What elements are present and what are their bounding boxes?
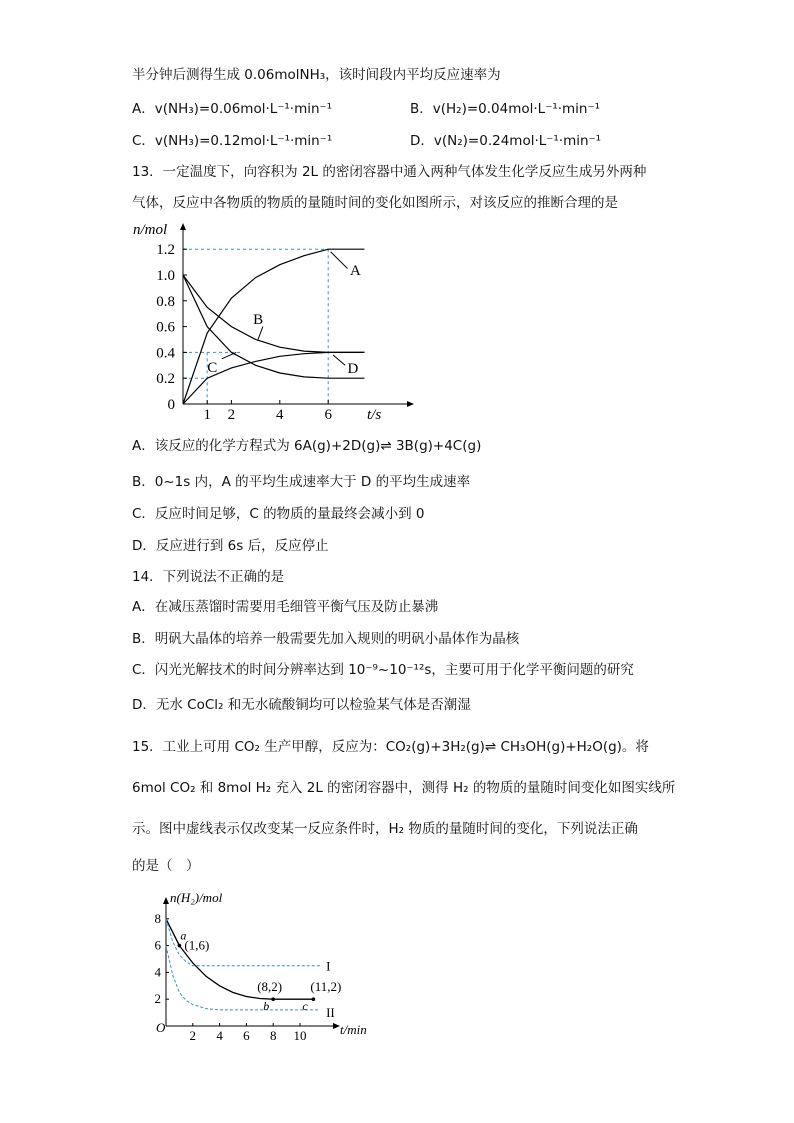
y-tick-label-1: 0.2 <box>156 371 175 388</box>
y-axis-arrow <box>180 223 186 230</box>
y-tick-label-5: 1.0 <box>156 268 175 284</box>
x-tick-label-3: 8 <box>269 1028 277 1040</box>
point-label-a: a <box>180 928 187 943</box>
y-tick-label-1: 4 <box>154 964 161 980</box>
q13-option-d: D．反应进行到 6s 后，反应停止 <box>132 538 329 554</box>
q15-chart <box>148 885 393 1040</box>
q13-option-c: C．反应时间足够，C 的物质的量最终会减小到 0 <box>132 506 425 522</box>
x-tick-label-0: 2 <box>189 1028 197 1040</box>
point-coord-b: (8,2) <box>257 979 283 995</box>
point-label-c: c <box>302 999 308 1014</box>
q13-chart <box>125 215 425 425</box>
q14-option-a: A．在减压蒸馏时需要用毛细管平衡气压及防止暴沸 <box>132 599 439 615</box>
q12-option-c: C．v(NH₃)=0.12mol·L⁻¹·min⁻¹ <box>132 133 333 149</box>
x-tick-label-0: 1 <box>203 407 211 423</box>
series-label-D: D <box>347 361 359 378</box>
point-c <box>312 997 316 1001</box>
q13-option-b: B．0~1s 内，A 的平均生成速率大于 D 的平均生成速率 <box>132 474 471 490</box>
q14-stem: 14．下列说法不正确的是 <box>132 569 285 585</box>
y-tick-label-0: 2 <box>154 991 161 1007</box>
q13-stem-line1: 13．一定温度下，向容积为 2L 的密闭容器中通入两种气体发生化学反应生成另外两种 <box>132 164 647 180</box>
q13-option-a: A．该反应的化学方程式为 6A(g)+2D(g)⇌ 3B(g)+4C(g) <box>132 438 482 454</box>
q15-stem-line4: 的是（ ） <box>132 858 200 874</box>
y-axis-label: n/mol <box>133 222 168 238</box>
series-label-A: A <box>349 263 361 279</box>
x-tick-label-4: 10 <box>293 1028 307 1040</box>
q15-stem-line2: 6mol CO₂ 和 8mol H₂ 充入 2L 的密闭容器中，测得 H₂ 的物质的量随时间变化如图实线所 <box>132 780 676 796</box>
series-label-I: I <box>326 958 331 974</box>
series-line-solid <box>166 919 313 999</box>
q12-option-b: B．v(H₂)=0.04mol·L⁻¹·min⁻¹ <box>410 101 601 117</box>
q13-stem-line2: 气体，反应中各物质的物质的量随时间的变化如图所示，对该反应的推断合理的是 <box>132 195 618 211</box>
x-tick-label-3: 6 <box>324 407 332 423</box>
q14-option-b: B．明矾大晶体的培养一般需要先加入规则的明矾小晶体作为晶核 <box>132 631 520 647</box>
series-leader-A <box>331 252 348 269</box>
series-line-II <box>166 946 320 1010</box>
x-axis-arrow <box>407 401 414 407</box>
series-line-A <box>183 249 365 404</box>
point-coord-a: (1,6) <box>184 937 210 953</box>
y-tick-label-2: 0.4 <box>156 345 175 362</box>
q12-option-a: A．v(NH₃)=0.06mol·L⁻¹·min⁻¹ <box>132 101 333 117</box>
series-label-B: B <box>253 312 264 329</box>
y-axis-label: n(H₂)/mol <box>170 890 223 905</box>
y-axis-arrow <box>163 897 169 904</box>
q15-stem-line3: 示。图中虚线表示仅改变某一反应条件时，H₂ 物质的量随时间的变化，下列说法正确 <box>132 821 638 837</box>
x-tick-label-1: 2 <box>227 407 236 423</box>
origin-label: O <box>156 1020 166 1035</box>
point-label-b: b <box>263 999 270 1014</box>
y-tick-label-3: 8 <box>154 910 161 926</box>
series-label-II: II <box>326 1004 335 1020</box>
series-leader-D <box>333 355 345 365</box>
point-coord-c: (11,2) <box>310 979 342 995</box>
series-line-B <box>183 275 365 352</box>
series-label-C: C <box>207 359 218 376</box>
y-tick-label-4: 0.8 <box>156 293 175 310</box>
q12-option-d: D．v(N₂)=0.24mol·L⁻¹·min⁻¹ <box>410 133 602 149</box>
x-tick-label-2: 6 <box>243 1028 250 1040</box>
x-axis-label: t/s <box>367 407 382 423</box>
x-axis-arrow <box>333 1023 340 1029</box>
y-tick-label-0: 0 <box>167 397 175 413</box>
q14-option-d: D．无水 CoCl₂ 和无水硫酸铜均可以检验某气体是否潮湿 <box>132 697 471 713</box>
x-tick-label-2: 4 <box>276 407 284 423</box>
x-tick-label-1: 4 <box>216 1028 223 1040</box>
q14-option-c: C．闪光光解技术的时间分辨率达到 10⁻⁹~10⁻¹²s，主要可用于化学平衡问题的研究 <box>132 662 634 678</box>
series-leader-C <box>222 352 237 358</box>
point-a <box>178 944 182 948</box>
q15-stem-line1: 15．工业上可用 CO₂ 生产甲醇，反应为：CO₂(g)+3H₂(g)⇌ CH₃OH(g)+H₂O(g)。将 <box>132 739 649 755</box>
x-axis-label: t/min <box>340 1022 367 1037</box>
point-b <box>271 997 275 1001</box>
q12-stem: 半分钟后测得生成 0.06molNH₃，该时间段内平均反应速率为 <box>132 67 501 83</box>
y-tick-label-3: 0.6 <box>156 319 175 336</box>
y-tick-label-6: 1.2 <box>156 242 175 259</box>
series-leader-B <box>258 327 263 340</box>
y-tick-label-2: 6 <box>154 937 161 953</box>
